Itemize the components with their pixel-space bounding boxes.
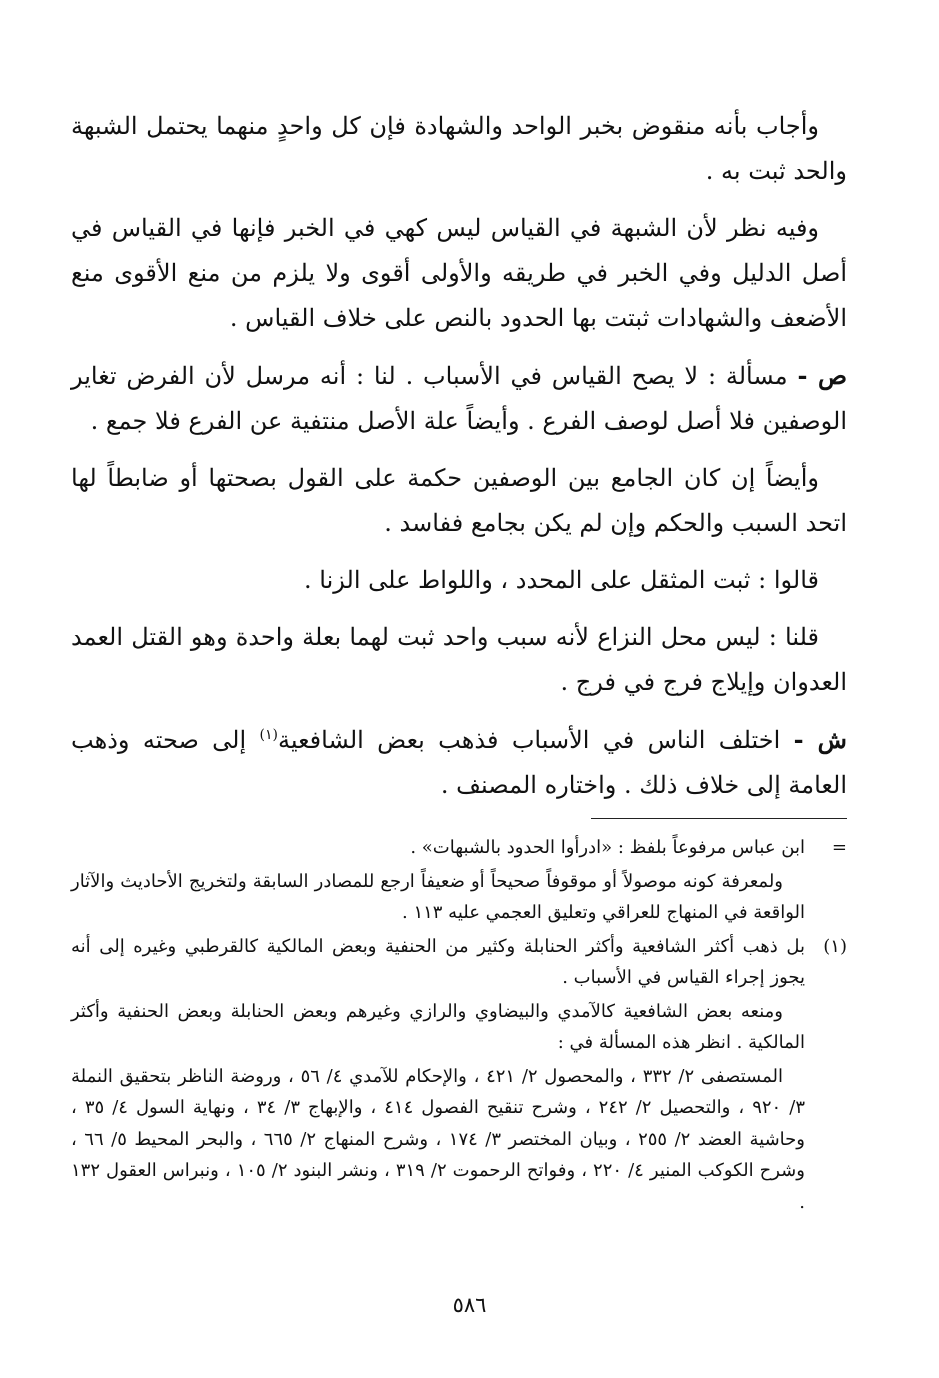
footnote-reference[interactable]: (١) bbox=[259, 727, 278, 743]
footnote-separator bbox=[591, 818, 847, 819]
page-number: ٥٨٦ bbox=[452, 1293, 487, 1317]
paragraph: قالوا : ثبت المثقل على المحدد ، واللواط على الزنا . bbox=[304, 566, 819, 594]
footnote-marker: (١) bbox=[823, 935, 847, 957]
footnote-text: ولمعرفة كونه موصولاً أو موقوفاً صحيحاً أو ضعيفاً ارجع للمصادر السابقة ولتخريج الأحاديث والآثار الواقعة في المنهاج للعراقي وتعليق العجمي عليه ١١٣ . bbox=[71, 870, 805, 923]
paragraph: وفيه نظر لأن الشبهة في القياس ليس كهي في الخبر فإنها في القياس في أصل الدليل وفي الخبر في طريقه والأولى أقوى ولا يلزم من منع الأقوى منع الأضعف والشهادات ثبتت بها الحدود بالنص على خلاف القياس . bbox=[71, 214, 848, 332]
footnote-text: المستصفى ٢/ ٣٣٢ ، والمحصول ٢/ ٤٢١ ، والإحكام للآمدي ٤/ ٥٦ ، وروضة الناظر بتحقيق النملة ٣/ ٩٢٠ ، والتحصيل ٢/ ٢٤٢ ، وشرح تنقيح الفصول ٤١٤ ، والإبهاج ٣/ ٣٤ ، ونهاية السول ٤/ ٣٥ ، وحاشية العضد ٢/ ٢٥٥ ، وبيان المختصر ٣/ ١٧٤ ، وشرح المنهاج ٢/ ٦٦٥ ، والبحر المحيط ٥/ ٦٦ ، وشرح الكوكب المنير ٤/ ٢٢٠ ، وفواتح الرحموت ٢/ ٣١٩ ، ونشر البنود ٢/ ١٠٥ ، ونبراس العقول ١٣٢ . bbox=[71, 1065, 805, 1213]
footnote-paragraph bbox=[71, 866, 847, 929]
footnote-text: ابن عباس مرفوعاً بلفظ : «ادرأوا الحدود بالشبهات» . bbox=[410, 837, 805, 858]
paragraph-text: اختلف الناس في الأسباب فذهب بعض الشافعية bbox=[277, 726, 794, 754]
main-text bbox=[71, 104, 847, 820]
paragraph-sharh bbox=[71, 717, 847, 808]
footnote-references bbox=[71, 1061, 847, 1219]
matn-marker: ص - bbox=[797, 361, 847, 390]
paragraph: وأيضاً إن كان الجامع بين الوصفين حكمة على القول بصحتها أو ضابطاً لها اتحد السبب والحكم وإن لم يكن بجامع ففاسد . bbox=[71, 464, 847, 537]
footnote-paragraph bbox=[71, 996, 847, 1059]
footnote-marker: = bbox=[831, 837, 847, 858]
paragraph-matn bbox=[71, 353, 847, 444]
paragraph: قلنا : ليس محل النزاع لأنه سبب واحد ثبت لهما بعلة واحدة وهو القتل العمد العدوان وإيلاج فرج في فرج . bbox=[71, 623, 847, 696]
sharh-marker: ش - bbox=[793, 725, 847, 754]
paragraph-text: إلى صحته وذهب العامة إلى خلاف ذلك . واختاره المصنف . bbox=[71, 726, 847, 799]
footnote-text: بل ذهب أكثر الشافعية وأكثر الحنابلة وكثير من الحنفية وبعض المالكية كالقرطبي وغيره إلى أنه يجوز إجراء القياس في الأسباب . bbox=[71, 935, 805, 988]
paragraph: وأجاب بأنه منقوض بخبر الواحد والشهادة فإن كل واحدٍ منهما يحتمل الشبهة والحد ثبت به . bbox=[71, 112, 847, 185]
footnote-1 bbox=[71, 931, 847, 994]
footnote-continuation bbox=[71, 832, 847, 864]
footnotes bbox=[71, 832, 847, 1220]
footnote-text: ومنعه بعض الشافعية كالآمدي والبيضاوي والرازي وغيرهم وبعض الحنابلة وبعض الحنفية وأكثر المالكية . انظر هذه المسألة في : bbox=[71, 1000, 805, 1053]
paragraph-text: مسألة : لا يصح القياس في الأسباب . لنا : أنه مرسل لأن الفرض تغاير الوصفين فلا أصل لوصف الفرع . وأيضاً علة الأصل منتفية عن الفرع فلا جمع . bbox=[71, 362, 847, 435]
